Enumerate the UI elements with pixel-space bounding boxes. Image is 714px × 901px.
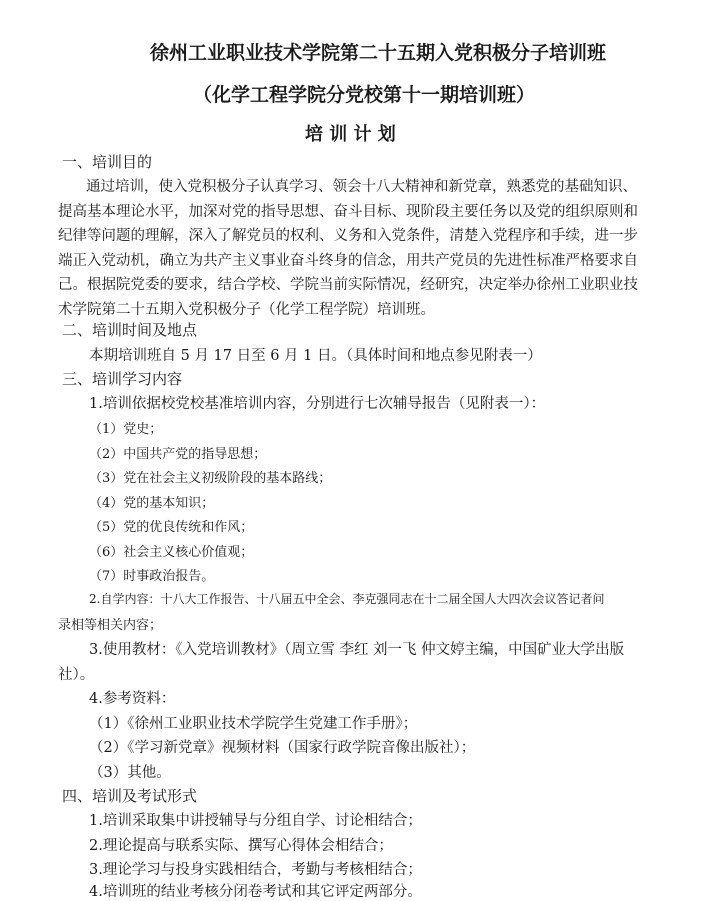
reference-item: （3）其他。	[89, 765, 171, 781]
reference-item: （2）《学习新党章》视频材料（国家行政学院音像出版社）；	[89, 740, 476, 756]
section-3-heading: 三、培训学习内容	[62, 370, 183, 388]
topic-item: （7）时事政治报告。	[89, 569, 215, 584]
topic-item: （1）党史；	[89, 422, 163, 437]
topic-item: （2）中国共产党的指导思想；	[89, 447, 267, 462]
section-4-line: 2.理论提高与联系实际、撰写心得体会相结合；	[89, 838, 393, 854]
topic-item: （3）党在社会主义初级阶段的基本路线；	[89, 471, 332, 486]
section-3-item-1: 1.培训依据校党校基准培训内容，分别进行七次辅导报告（见附表一）：	[89, 396, 546, 412]
section-2-heading: 二、培训时间及地点	[62, 321, 198, 339]
section-2-line: 本期培训班自 5 月 17 日至 6 月 1 日。（具体时间和地点参见附表一）	[89, 348, 542, 364]
section-3-item-4: 4.参考资料：	[89, 691, 176, 707]
section-1-line: 纪律等问题的理解，深入了解党员的权利、义务和入党条件，清楚入党程序和手续，进一步	[58, 228, 638, 244]
section-3-item-2-cont: 录相等相关内容；	[58, 618, 163, 633]
section-1-line: 术学院第二十五期入党积极分子（化学工程学院）培训班。	[58, 302, 435, 318]
section-1-line: 提高基本理论水平，加深对党的指导思想、奋斗目标、现阶段主要任务以及党的组织原则和	[58, 204, 638, 220]
section-3-item-3: 3.使用教材：《入党培训教材》（周立雪 李红 刘一飞 仲文婷主编，中国矿业大学出版	[89, 642, 625, 658]
section-3-item-3-cont: 社）。	[58, 667, 95, 683]
plan-title: 培 训 计 划	[305, 124, 396, 145]
section-1-line: 端正入党动机，确立为共产主义事业奋斗终身的信念，用共产党员的先进性标准严格要求自	[58, 253, 638, 269]
document-title: 徐州工业职业技术学院第二十五期入党积极分子培训班	[150, 42, 607, 64]
section-4-line: 1.培训采取集中讲授辅导与分组自学、讨论相结合；	[89, 813, 422, 829]
topic-item: （4）党的基本知识；	[89, 496, 215, 511]
section-1-line: 己。根据院党委的要求，结合学校、学院当前实际情况，经研究，决定举办徐州工业职业技	[58, 277, 638, 293]
topic-item: （6）社会主义核心价值观；	[89, 545, 254, 560]
section-4-line: 3.理论学习与投身实践相结合，考勤与考核相结合；	[89, 862, 422, 878]
section-4-heading: 四、培训及考试形式	[62, 787, 198, 805]
section-1-heading: 一、培训目的	[62, 153, 153, 171]
document-subtitle: （化学工程学院分党校第十一期培训班）	[193, 84, 536, 106]
reference-item: （1）《徐州工业职业技术学院学生党建工作手册》；	[89, 716, 418, 732]
section-3-item-2: 2.自学内容：十八大工作报告、十八届五中全会、李克强同志在十二届全国人大四次会议答记者问	[89, 592, 605, 606]
section-1-line: 通过培训，使入党积极分子认真学习、领会十八大精神和新党章，熟悉党的基础知识、	[86, 179, 637, 195]
section-4-line: 4.培训班的结业考核分闭卷考试和其它评定两部分。	[89, 884, 422, 900]
topic-item: （5）党的优良传统和作风；	[89, 520, 254, 535]
